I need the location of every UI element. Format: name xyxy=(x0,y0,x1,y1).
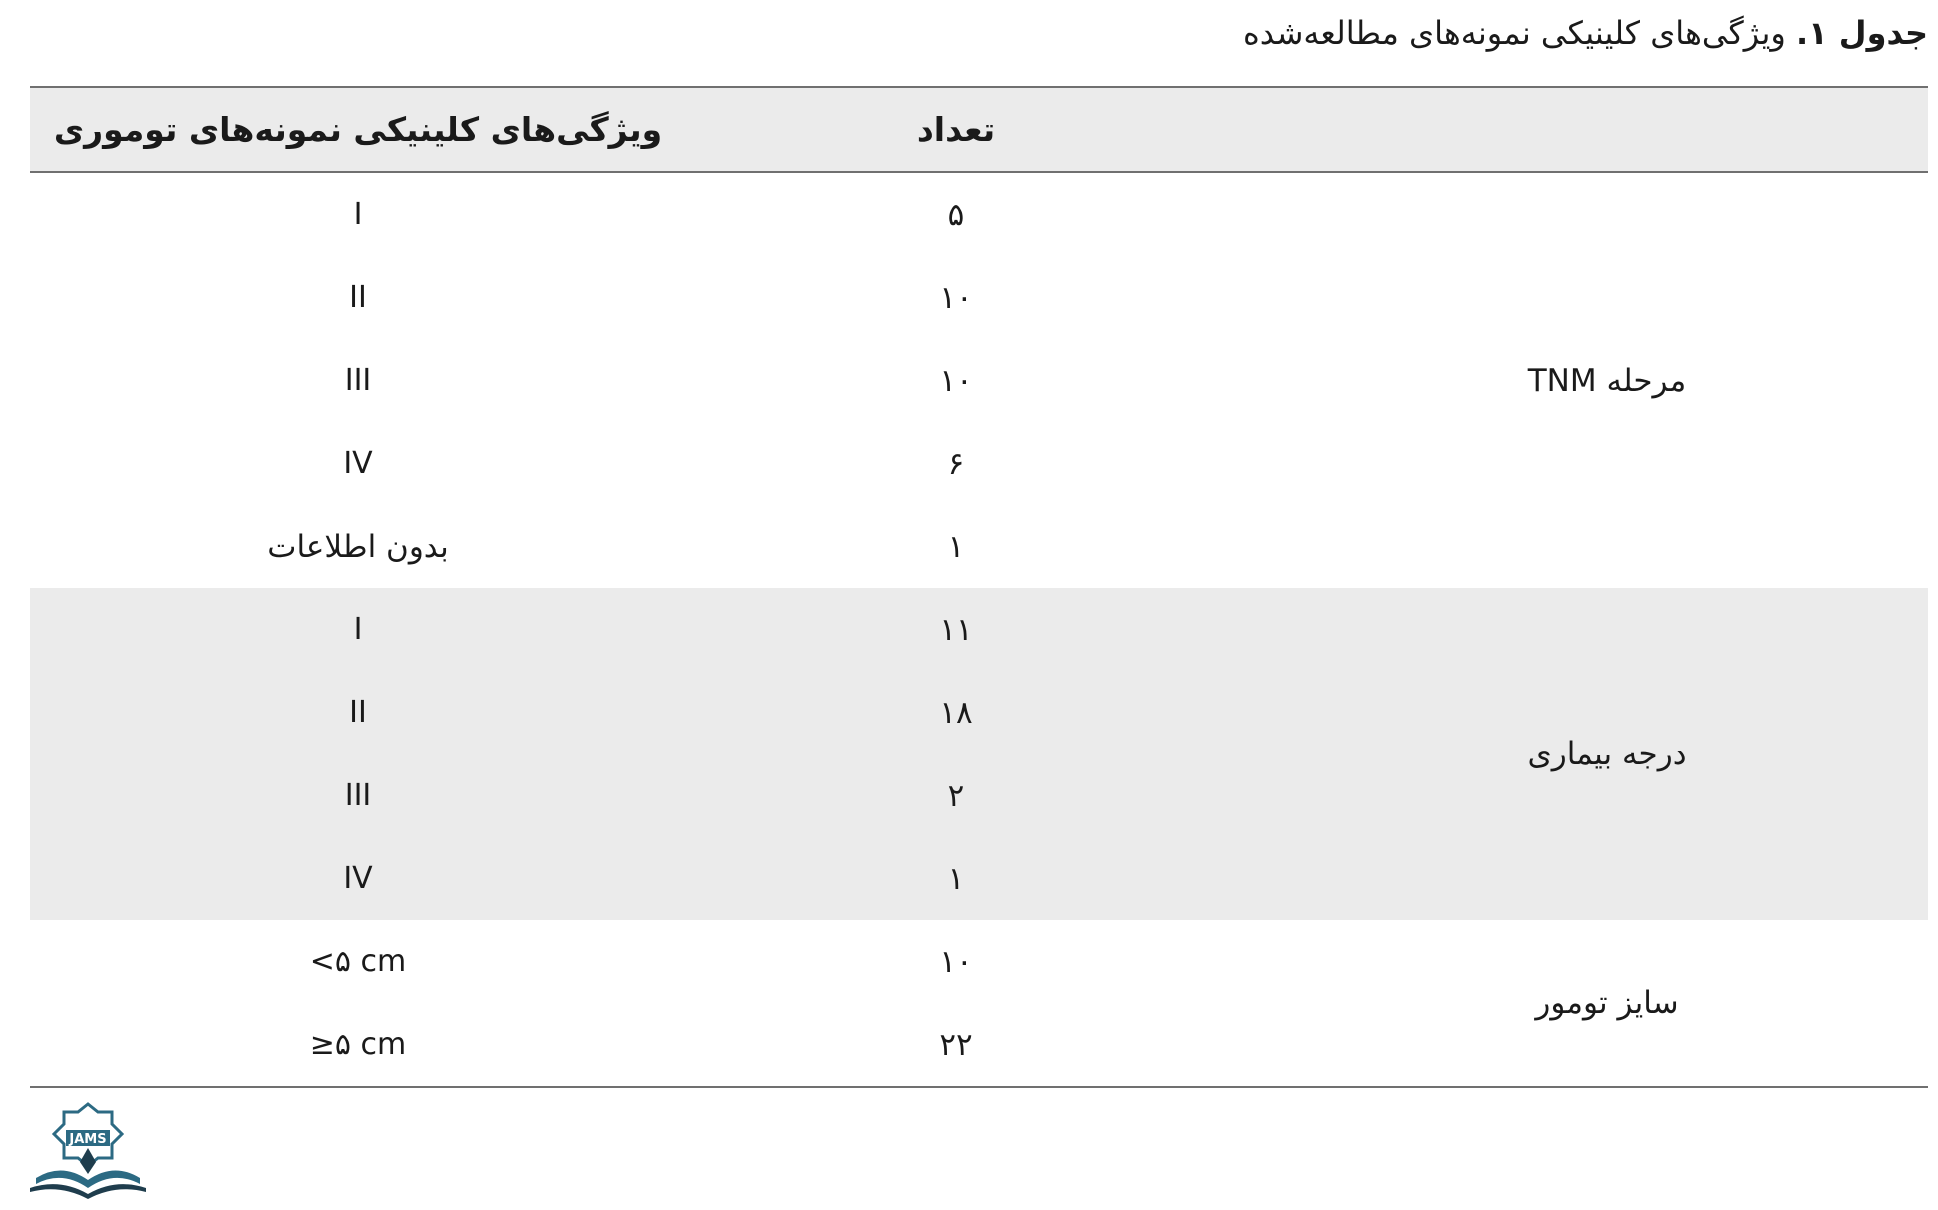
value-cell: II xyxy=(349,280,367,315)
value-cell: <۵ cm xyxy=(309,944,407,979)
count-cell: ۱ xyxy=(947,528,965,565)
header-count: تعداد xyxy=(686,87,1186,172)
table-header-row xyxy=(30,87,1928,172)
count-cell: ۱۱ xyxy=(939,611,973,648)
count-cell: ۱۰ xyxy=(939,362,973,399)
group-label: مرحله TNM xyxy=(1527,362,1687,399)
count-cell: ۲۲ xyxy=(686,1003,1186,1087)
value-cell: I xyxy=(353,612,363,647)
jams-logo-icon xyxy=(26,1100,150,1200)
clinical-features-table xyxy=(30,86,1928,1088)
count-cell: ۱۰ xyxy=(939,279,973,316)
value-cell: بدون اطلاعات xyxy=(267,528,449,565)
group-label: درجه بیماری xyxy=(1527,736,1687,772)
count-cell: ۶ xyxy=(947,445,965,482)
value-cell: III xyxy=(344,778,372,813)
count-cell: ۱ xyxy=(947,860,965,897)
group-disease-grade xyxy=(30,588,1928,920)
group-tumor-size xyxy=(30,920,1928,1087)
value-cell: IV xyxy=(343,446,373,481)
value-cell: III xyxy=(344,363,372,398)
value-cell: ≥۵ cm xyxy=(30,1003,686,1087)
logo-text: JAMS xyxy=(69,1132,107,1147)
caption-text: ویژگی‌های کلینیکی نمونه‌های مطالعه‌شده xyxy=(1243,14,1786,52)
table-row xyxy=(30,920,1928,1003)
count-cell: ۵ xyxy=(947,196,965,233)
value-cell: II xyxy=(349,695,367,730)
jams-logo xyxy=(26,1100,150,1200)
value-cell: IV xyxy=(343,861,373,896)
table-caption xyxy=(1243,14,1928,52)
count-cell: ۱۰ xyxy=(939,943,973,980)
count-cell: ۱۸ xyxy=(939,694,973,731)
count-cell: ۲ xyxy=(947,777,965,814)
header-feature: ویژگی‌های کلینیکی نمونه‌های توموری xyxy=(30,87,686,172)
caption-label: جدول ۱. xyxy=(1795,14,1928,52)
table-row xyxy=(30,588,1928,671)
table-row xyxy=(30,172,1928,256)
header-category xyxy=(1186,87,1928,172)
value-cell: I xyxy=(353,197,363,232)
group-label: سایز تومور xyxy=(1186,920,1928,1087)
group-tnm-stage xyxy=(30,172,1928,588)
